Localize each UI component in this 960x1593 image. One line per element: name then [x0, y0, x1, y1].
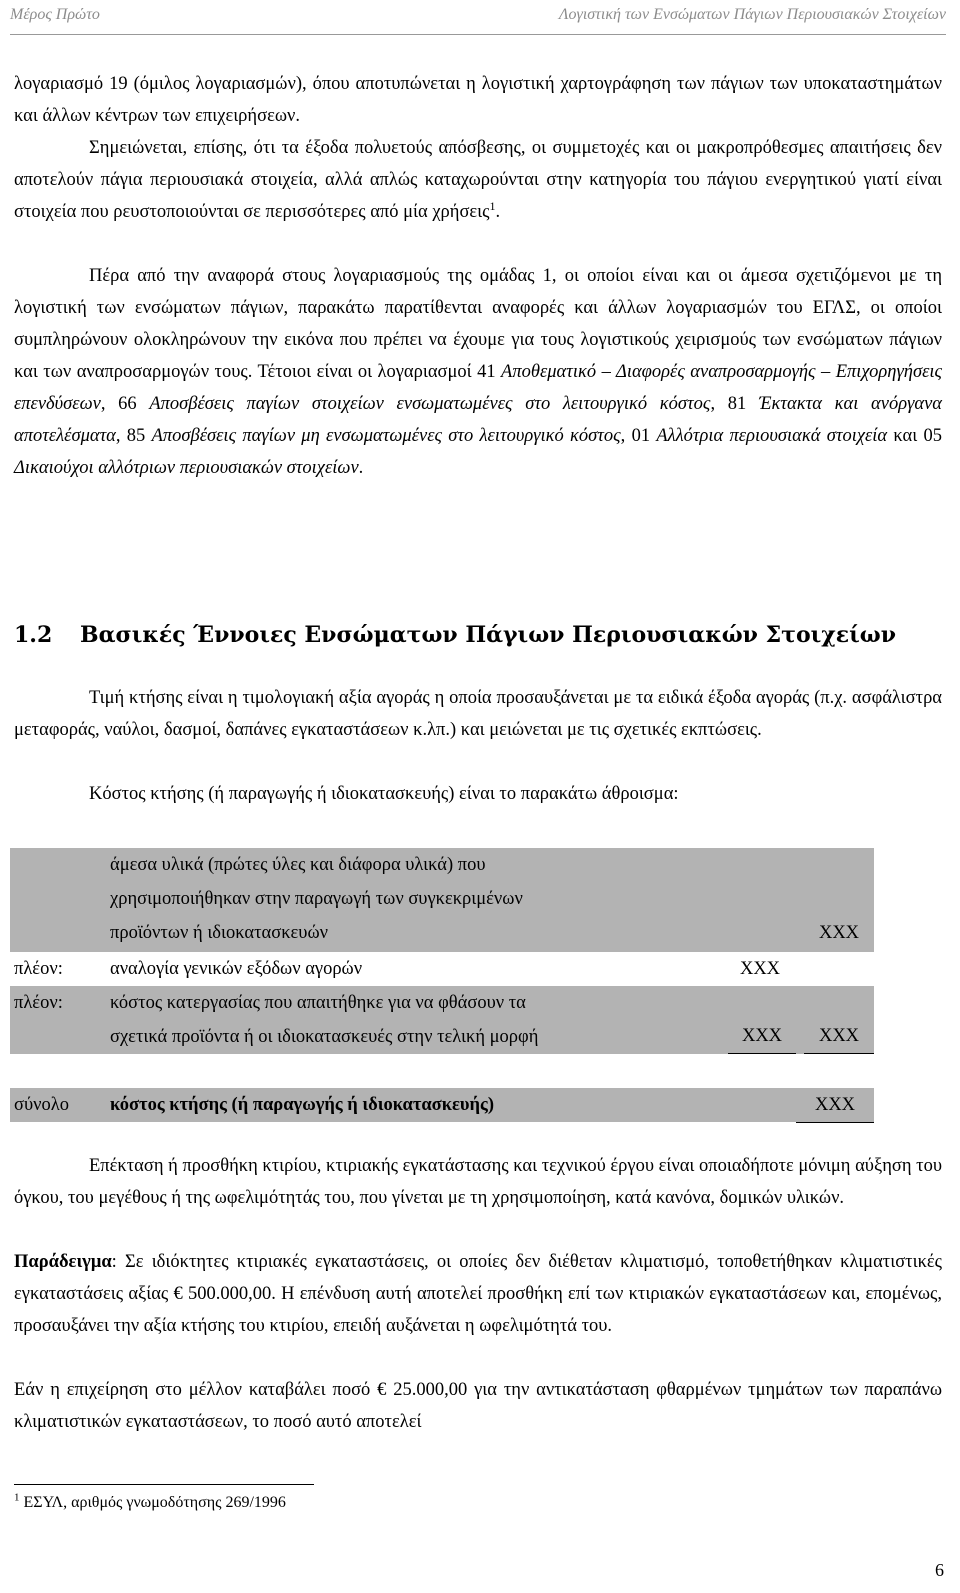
footnote-marker: 1 [14, 1491, 20, 1504]
row-label: σύνολο [14, 1095, 69, 1115]
header-part-title: Μέρος Πρώτο [10, 6, 100, 23]
paragraph-replacement: Εάν η επιχείρηση στο μέλλον καταβάλει ποσό € 25.000,00 για την αντικατάσταση φθαρμένων τμημάτων των παραπάνω κλιματιστικών εγκαταστάσεων, το ποσό αυτό αποτελεί [14, 1380, 942, 1432]
section-title: Βασικές Έννοιες Ενσώματων Πάγιων Περιουσιακών Στοιχείων [80, 622, 896, 648]
section-number: 1.2 [14, 622, 53, 648]
footnote: $^1$ ΕΣΥΛ, αριθμός γνωμοδότησης 269/1996 [14, 1491, 286, 1511]
footnote-separator [14, 1484, 314, 1485]
cost-row-materials: άμεσα υλικά (πρώτες ύλες και διάφορα υλικά) που χρησιμοποιήθηκαν στην παραγωγή των συγκεκριμένων προϊόντων ή ιδιοκατασκευών ΧΧΧ [10, 848, 874, 952]
footnote-ref[interactable]: 1 [489, 198, 496, 213]
cost-row-overheads: πλέον: αναλογία γενικών εξόδων αγορών ΧΧΧ [10, 952, 874, 986]
paragraph-example: Παράδειγμα: Σε ιδιόκτητες κτιριακές εγκαταστάσεις, οι οποίες δεν διέθεταν κλιματισμό, τοποθετήθηκαν κλιματιστικές εγκαταστάσεις αξίας € 500.000,00. Η επένδυση αυτή αποτελεί προσθήκη επί των κτιριακών εγκαταστάσεων και, επομένως, προσαυξάνει την αξία κτήσης του κτιρίου, επειδή αυξάνεται η ωφελιμότητά του. [14, 1252, 942, 1336]
account-05: Δικαιούχοι αλλότριων περιουσιακών στοιχείων [14, 458, 359, 478]
cost-row-total: σύνολο κόστος κτήσης (ή παραγωγής ή ιδιοκατασκευής) ΧΧΧ [10, 1088, 874, 1122]
amount-materials: ΧΧΧ [818, 923, 860, 943]
row-label: πλέον: [14, 959, 63, 979]
paragraph-purchase-price: Τιμή κτήσης είναι η τιμολογιακή αξία αγοράς η οποία προσαυξάνεται με τα ειδικά έξοδα αγοράς (π.χ. ασφάλιστρα μεταφοράς, ναύλοι, δασμοί, δαπάνες εγκαταστάσεων κ.λπ.) και μειώνεται με τις σχετικές εκπτώσεις. [14, 688, 942, 740]
paragraph-note: Σημειώνεται, επίσης, ότι τα έξοδα πολυετούς απόσβεσης, οι συμμετοχές και οι μακροπρόθεσμες απαιτήσεις δεν αποτελούν πάγια περιουσιακά στοιχεία, αλλά απλώς καταχωρούνται στην κατηγορία του πάγιου ενεργητικού γιατί είναι στοιχεία που ρευστοποιούνται σε περισσότερες από μία χρήσεις$^1$. [14, 138, 942, 222]
cost-row-processing: πλέον: κόστος κατεργασίας που απαιτήθηκε για να φθάσουν τα σχετικά προϊόντα ή οι ιδιοκατασκευές στην τελική μορφή ΧΧΧ ΧΧΧ [10, 986, 874, 1054]
paragraph-accounts: Πέρα από την αναφορά στους λογαριασμούς της ομάδας 1, οι οποίοι είναι και οι άμεσα σχετιζόμενοι με τη λογιστική των ενσώματων πάγιων, παρακάτω παρατίθενται αναφορές και άλλων λογαριασμών του ΕΓΛΣ, οι οποίοι συμπληρώνουν ολοκληρώνουν την εικόνα που πρέπει να έχουμε για τους λογιστικούς χειρισμούς των ενσώματων πάγιων και των αναπροσαρμογών τους. Τέτοιοι είναι οι λογαριασμοί 41 Αποθεματικό – Διαφορές αναπροσαρμογής – Επιχορηγήσεις επενδύσεων, 66 Αποσβέσεις παγίων στοιχείων ενσωματωμένες στο λειτουργικό κόστος, 81 Έκτακτα και ανόργανα αποτελέσματα, 85 Αποσβέσεις παγίων μη ενσωματωμένες στο λειτουργικό κόστος, 01 Αλλότρια περιουσιακά στοιχεία και 05 Δικαιούχοι αλλότριων περιουσιακών στοιχείων. [14, 266, 943, 478]
account-81: Έκτακτα και ανόργανα αποτελέσματα [14, 394, 942, 446]
section-heading [14, 622, 896, 648]
cost-table [10, 848, 874, 1122]
page-number: 6 [935, 1560, 944, 1580]
example-label: Παράδειγμα [14, 1252, 112, 1272]
account-66: Αποσβέσεις παγίων στοιχείων ενσωματωμένες στο λειτουργικό κόστος [149, 394, 711, 414]
amount-total: ΧΧΧ [796, 1088, 874, 1123]
paragraph-continuation: λογαριασμό 19 (όμιλος λογαριασμών), όπου αποτυπώνεται η λογιστική χαρτογράφηση των πάγιων των υποκαταστημάτων και άλλων κέντρων των επιχειρήσεων. [14, 74, 942, 126]
amount-processing-2: ΧΧΧ [804, 1020, 874, 1054]
row-label: πλέον: [14, 993, 63, 1013]
header-chapter-title: Λογιστική των Ενσώματων Πάγιων Περιουσιακών Στοιχείων [558, 6, 946, 23]
amount-overheads: ΧΧΧ [739, 959, 781, 979]
paragraph-extension: Επέκταση ή προσθήκη κτιρίου, κτιριακής εγκατάστασης και τεχνικού έργου είναι οποιαδήποτε μόνιμη αύξηση του όγκου, του μεγέθους ή της ωφελιμότητάς του, που γίνεται με τη χρησιμοποίηση, κατά κανόνα, δομικών υλικών. [14, 1156, 942, 1208]
running-header [10, 0, 946, 35]
paragraph-acquisition-cost: Κόστος κτήσης (ή παραγωγής ή ιδιοκατασκευής) είναι το παρακάτω άθροισμα: [89, 784, 679, 804]
account-41: Αποθεματικό – Διαφορές αναπροσαρμογής – Επιχορηγήσεις επενδύσεων [14, 362, 943, 414]
account-85: Αποσβέσεις παγίων μη ενσωματωμένες στο λειτουργικό κόστος [151, 426, 621, 446]
account-01: Αλλότρια περιουσιακά στοιχεία [656, 426, 888, 446]
amount-processing-1: ΧΧΧ [728, 1020, 796, 1054]
